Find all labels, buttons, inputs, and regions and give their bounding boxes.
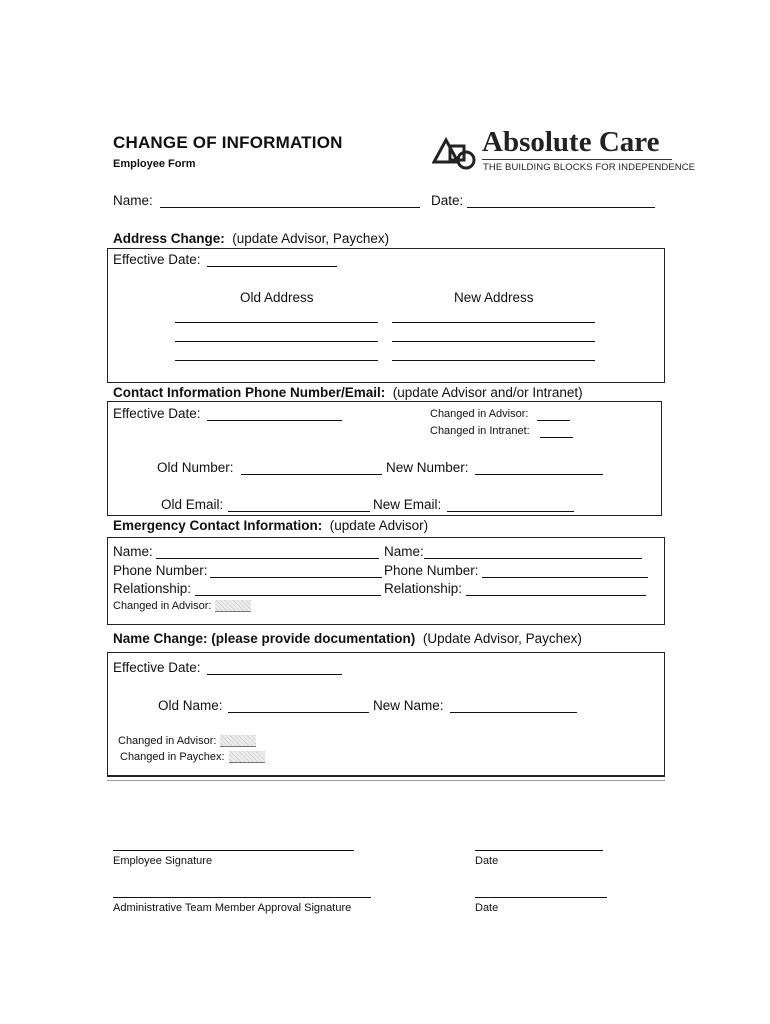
logo-tagline: THE BUILDING BLOCKS FOR INDEPENDENCE xyxy=(483,162,696,173)
emergency-relationship-field-2[interactable] xyxy=(466,595,646,596)
emergency-relationship-label-2: Relationship: xyxy=(384,581,463,596)
address-effective-field[interactable] xyxy=(207,266,337,267)
old-email-field[interactable] xyxy=(228,511,370,512)
emergency-changed-advisor-label: Changed in Advisor: xyxy=(113,600,212,612)
address-heading-note: (update Advisor, Paychex) xyxy=(232,231,390,246)
name-change-changed-advisor xyxy=(118,735,256,747)
new-address-line-3[interactable] xyxy=(392,360,595,361)
admin-date-field[interactable] xyxy=(475,897,607,898)
old-number-field[interactable] xyxy=(241,474,382,475)
employee-signature-label: Employee Signature xyxy=(113,855,213,867)
new-address-line-2[interactable] xyxy=(392,341,595,342)
new-email-label: New Email: xyxy=(373,497,442,512)
name-change-changed-paychex-field[interactable] xyxy=(229,751,265,763)
company-logo xyxy=(432,126,696,178)
page-title: CHANGE OF INFORMATION xyxy=(113,133,343,152)
name-change-heading-note: (Update Advisor, Paychex) xyxy=(422,631,582,646)
emergency-name-label-1: Name: xyxy=(113,544,153,559)
employee-date-label: Date xyxy=(475,855,499,867)
emergency-heading xyxy=(113,518,428,533)
new-number-field[interactable] xyxy=(475,474,603,475)
old-email-label: Old Email: xyxy=(161,497,224,512)
new-name-field[interactable] xyxy=(450,712,577,713)
address-section xyxy=(107,248,665,383)
contact-changed-intranet: Changed in Intranet: xyxy=(430,425,530,437)
old-name-field[interactable] xyxy=(228,712,369,713)
emergency-relationship-label-1: Relationship: xyxy=(113,581,192,596)
name-change-heading xyxy=(113,631,582,646)
new-address-line-1[interactable] xyxy=(392,322,595,323)
name-change-changed-paychex-label: Changed in Paychex: xyxy=(120,751,225,763)
employee-date-field[interactable] xyxy=(475,850,603,851)
admin-date-label: Date xyxy=(475,902,499,914)
contact-heading-note: (update Advisor and/or Intranet) xyxy=(392,385,583,400)
contact-changed-intranet-field[interactable] xyxy=(540,437,573,438)
emergency-heading-note: (update Advisor) xyxy=(329,518,429,533)
building-blocks-icon xyxy=(432,132,480,172)
admin-signature-label: Administrative Team Member Approval Signature xyxy=(113,902,352,914)
name-change-changed-advisor-field[interactable] xyxy=(220,735,256,747)
old-name-label: Old Name: xyxy=(158,698,223,713)
new-name-label: New Name: xyxy=(373,698,444,713)
emergency-name-label-2: Name: xyxy=(384,544,424,559)
name-field[interactable] xyxy=(160,207,420,208)
emergency-changed-advisor xyxy=(113,600,251,612)
name-change-changed-paychex xyxy=(120,751,265,763)
address-heading-bold: Address Change: xyxy=(113,231,225,246)
old-address-line-2[interactable] xyxy=(175,341,378,342)
logo-name: Absolute Care xyxy=(482,126,660,158)
emergency-phone-field-2[interactable] xyxy=(482,577,648,578)
emergency-changed-advisor-field[interactable] xyxy=(215,600,251,612)
name-change-effective-field[interactable] xyxy=(207,674,342,675)
admin-signature-field[interactable] xyxy=(113,897,371,898)
page-subtitle: Employee Form xyxy=(113,158,196,170)
contact-effective-field[interactable] xyxy=(207,420,342,421)
new-number-label: New Number: xyxy=(386,460,469,475)
contact-heading xyxy=(113,385,583,400)
contact-changed-advisor-field[interactable] xyxy=(537,420,570,421)
contact-effective-label: Effective Date: xyxy=(113,406,201,421)
date-field[interactable] xyxy=(467,207,655,208)
name-change-effective-label: Effective Date: xyxy=(113,660,201,675)
emergency-heading-bold: Emergency Contact Information: xyxy=(113,518,323,533)
old-address-line-1[interactable] xyxy=(175,322,378,323)
old-address-line-3[interactable] xyxy=(175,360,378,361)
emergency-name-field-2[interactable] xyxy=(424,558,642,559)
emergency-name-field-1[interactable] xyxy=(156,558,379,559)
name-label: Name: xyxy=(113,193,153,208)
logo-rule xyxy=(482,159,672,160)
emergency-phone-label-2: Phone Number: xyxy=(384,563,479,578)
name-change-bottom-rule xyxy=(107,780,665,781)
emergency-phone-field-1[interactable] xyxy=(210,577,382,578)
new-email-field[interactable] xyxy=(447,511,574,512)
emergency-relationship-field-1[interactable] xyxy=(195,595,381,596)
old-address-label: Old Address xyxy=(240,290,314,305)
address-effective-label: Effective Date: xyxy=(113,252,201,267)
contact-changed-advisor: Changed in Advisor: xyxy=(430,408,529,420)
employee-signature-field[interactable] xyxy=(113,850,354,851)
name-change-changed-advisor-label: Changed in Advisor: xyxy=(118,735,217,747)
name-change-heading-bold: Name Change: (please provide documentation) xyxy=(113,631,416,646)
contact-heading-bold: Contact Information Phone Number/Email: xyxy=(113,385,386,400)
address-heading xyxy=(113,231,389,246)
old-number-label: Old Number: xyxy=(157,460,234,475)
date-label: Date: xyxy=(431,193,464,208)
new-address-label: New Address xyxy=(454,290,534,305)
emergency-phone-label-1: Phone Number: xyxy=(113,563,208,578)
